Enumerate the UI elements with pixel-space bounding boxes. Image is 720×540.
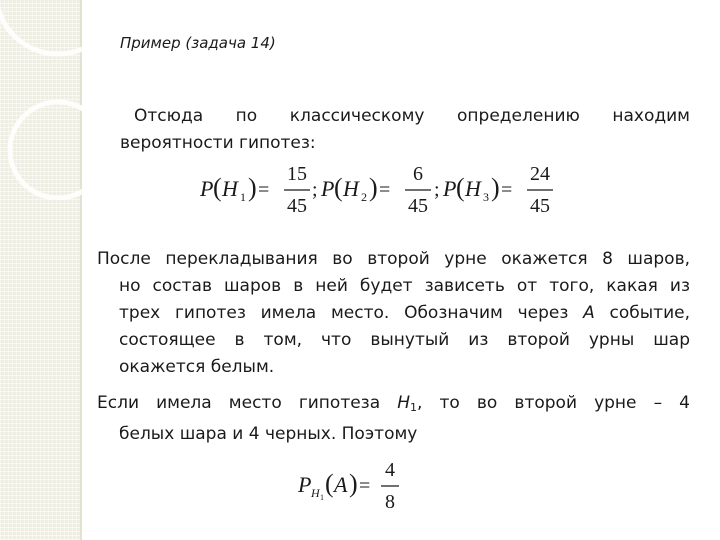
conditional-probability-formula [296,456,416,516]
para-line-3-text: трех гипотез имела место. Обозначим через [119,303,584,323]
event-arg: A [334,472,348,497]
denominator: 45 [287,195,307,217]
formula-term-1 [199,163,310,217]
cond-pre: Если имела место гипотеза [97,393,398,413]
cond-post: , то во второй урне – 4 [417,393,691,413]
hyp-index: 2 [361,190,367,204]
para-line-3-tail: событие, [594,303,690,323]
decorative-rings [0,0,120,200]
numerator: 4 [385,459,395,481]
paren-close: ) [349,469,358,498]
equals-sign: = [501,179,513,201]
hypothesis-condition-paragraph [97,390,690,448]
hyp-var: H [222,176,238,201]
equals-sign: = [359,475,371,497]
event-variable: A [583,303,595,323]
func-label: P [321,176,335,201]
hyp-index: 3 [483,190,489,204]
numerator: 6 [413,163,423,185]
intro-line-2: вероятности гипотез: [120,133,316,153]
func-label: P [298,472,312,497]
hyp-var: H [343,176,359,201]
urn-description-paragraph [97,246,690,381]
equals-sign: = [258,179,270,201]
paren-close: ) [248,173,257,202]
cond-line-1 [97,390,690,421]
paren-close: ) [369,173,378,202]
para-line-2: но состав шаров в ней будет зависеть от того, какая из [119,276,690,296]
hyp-var: H [465,176,481,201]
numerator: 24 [530,163,550,185]
subscript-var: H [311,486,320,500]
denominator: 8 [385,491,395,513]
subscript-index: 1 [320,493,324,502]
formula-term-3 [442,163,553,217]
slide-title: Пример (задача 14) [120,34,276,52]
paren-open: ( [334,173,343,202]
hyp-index: 1 [240,190,246,204]
denominator: 45 [530,195,550,217]
formula-term-2 [320,163,431,217]
para-line-3 [97,300,690,327]
hypotheses-probability-formula [198,160,568,220]
hypothesis-index: 1 [410,401,418,414]
numerator: 15 [287,163,307,185]
para-line-5: окажется белым. [119,357,275,377]
separator: ; [312,179,318,201]
func-label: P [443,176,457,201]
hypothesis-variable: H [397,393,411,413]
paren-open: ( [213,173,222,202]
intro-line-1: Отсюда по классическому определению находим [134,106,690,126]
paren-close: ) [491,173,500,202]
para-line-1: После перекладывания во второй урне окажется 8 шаров, [97,249,690,269]
intro-paragraph [120,103,690,157]
cond-line-2: белых шара и 4 черных. Поэтому [119,424,418,444]
separator: ; [434,179,440,201]
equals-sign: = [379,179,391,201]
denominator: 45 [408,195,428,217]
para-line-4: состоящее в том, что вынутый из второй урны шар [119,330,690,350]
paren-open: ( [325,469,334,498]
func-label: P [200,176,214,201]
paren-open: ( [456,173,465,202]
